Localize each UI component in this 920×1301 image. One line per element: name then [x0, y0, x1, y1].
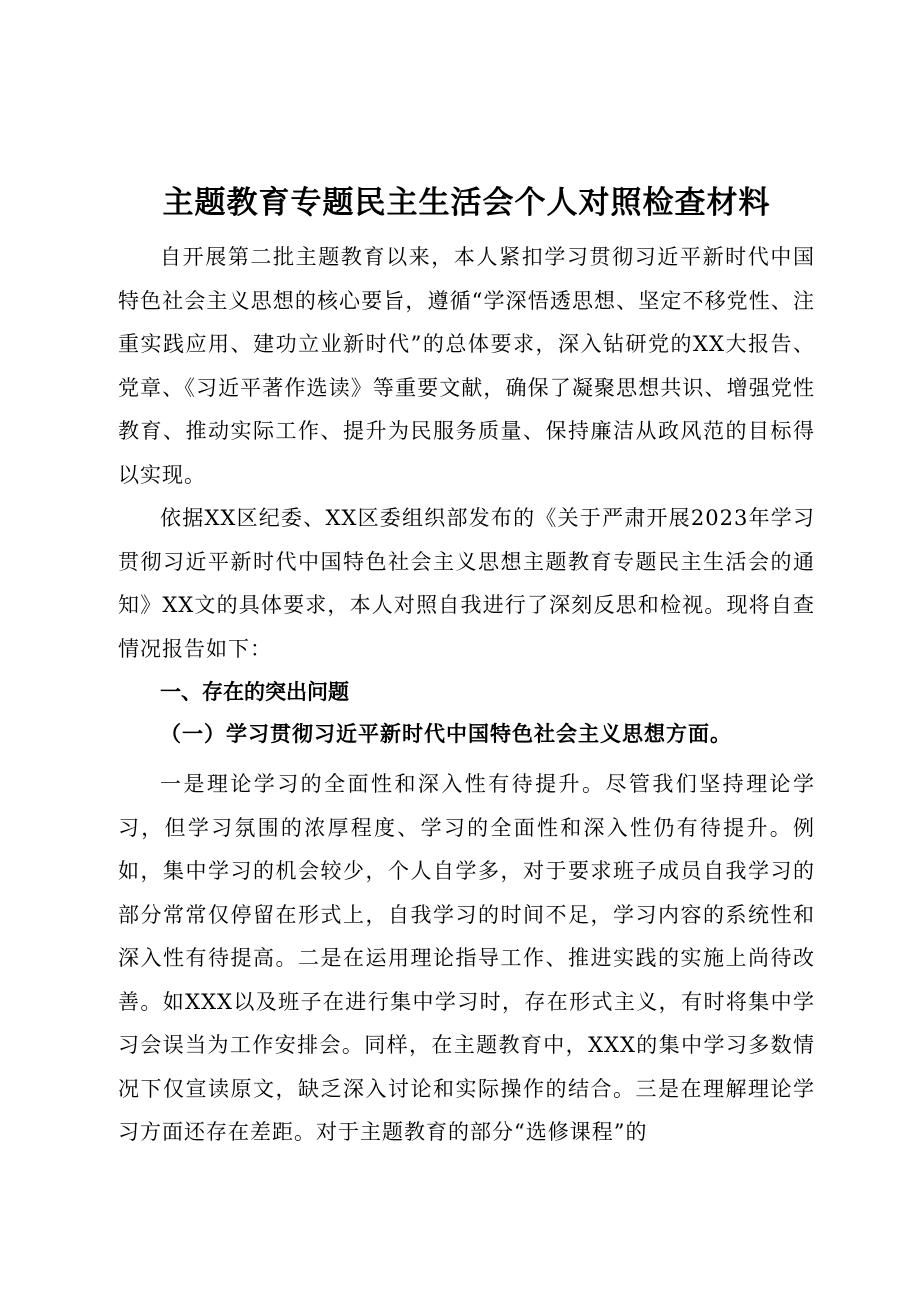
intro-paragraph: 自开展第二批主题教育以来，本人紧扣学习贯彻习近平新时代中国特色社会主义思想的核心要旨，遵循“学深悟透思想、坚定不移党性、注重实践应用、建功立业新时代”的总体要求，深入钻研党的XX大报告、党章、《习近平著作选读》等重要文献，确保了凝聚思想共识、增强党性教育、推动实际工作、提升为民服务质量、保持廉洁从政风范的目标得以实现。 — [118, 245, 815, 487]
document-title: 主题教育专题民主生活会个人对照检查材料 — [162, 185, 771, 221]
section-heading: 一、存在的突出问题 — [160, 680, 349, 704]
problems-paragraph: 一是理论学习的全面性和深入性有待提升。尽管我们坚持理论学习，但学习氛围的浓厚程度、学习的全面性和深入性仍有待提升。例如，集中学习的机会较少，个人自学多，对于要求班子成员自我学习的部分常常仅停留在形式上，自我学习的时间不足，学习内容的系统性和深入性有待提高。二是在运用理论指导工作、推进实践的实施上尚待改善。如XXX以及班子在进行集中学习时，存在形式主义，有时将集中学习会误当为工作安排会。同样，在主题教育中，XXX的集中学习多数情况下仅宣读原文，缺乏深入讨论和实际操作的结合。三是在理解理论学习方面还存在差距。对于主题教育的部分“选修课程”的 — [118, 772, 815, 1144]
basis-paragraph: 依据XX区纪委、XX区委组织部发布的《关于严肃开展2023年学习贯彻习近平新时代中国特色社会主义思想主题教育专题民主生活会的通知》XX文的具体要求，本人对照自我进行了深刻反思和检视。现将自查情况报告如下： — [118, 506, 815, 661]
subsection-heading: （一）学习贯彻习近平新时代中国特色社会主义思想方面。 — [160, 721, 732, 746]
